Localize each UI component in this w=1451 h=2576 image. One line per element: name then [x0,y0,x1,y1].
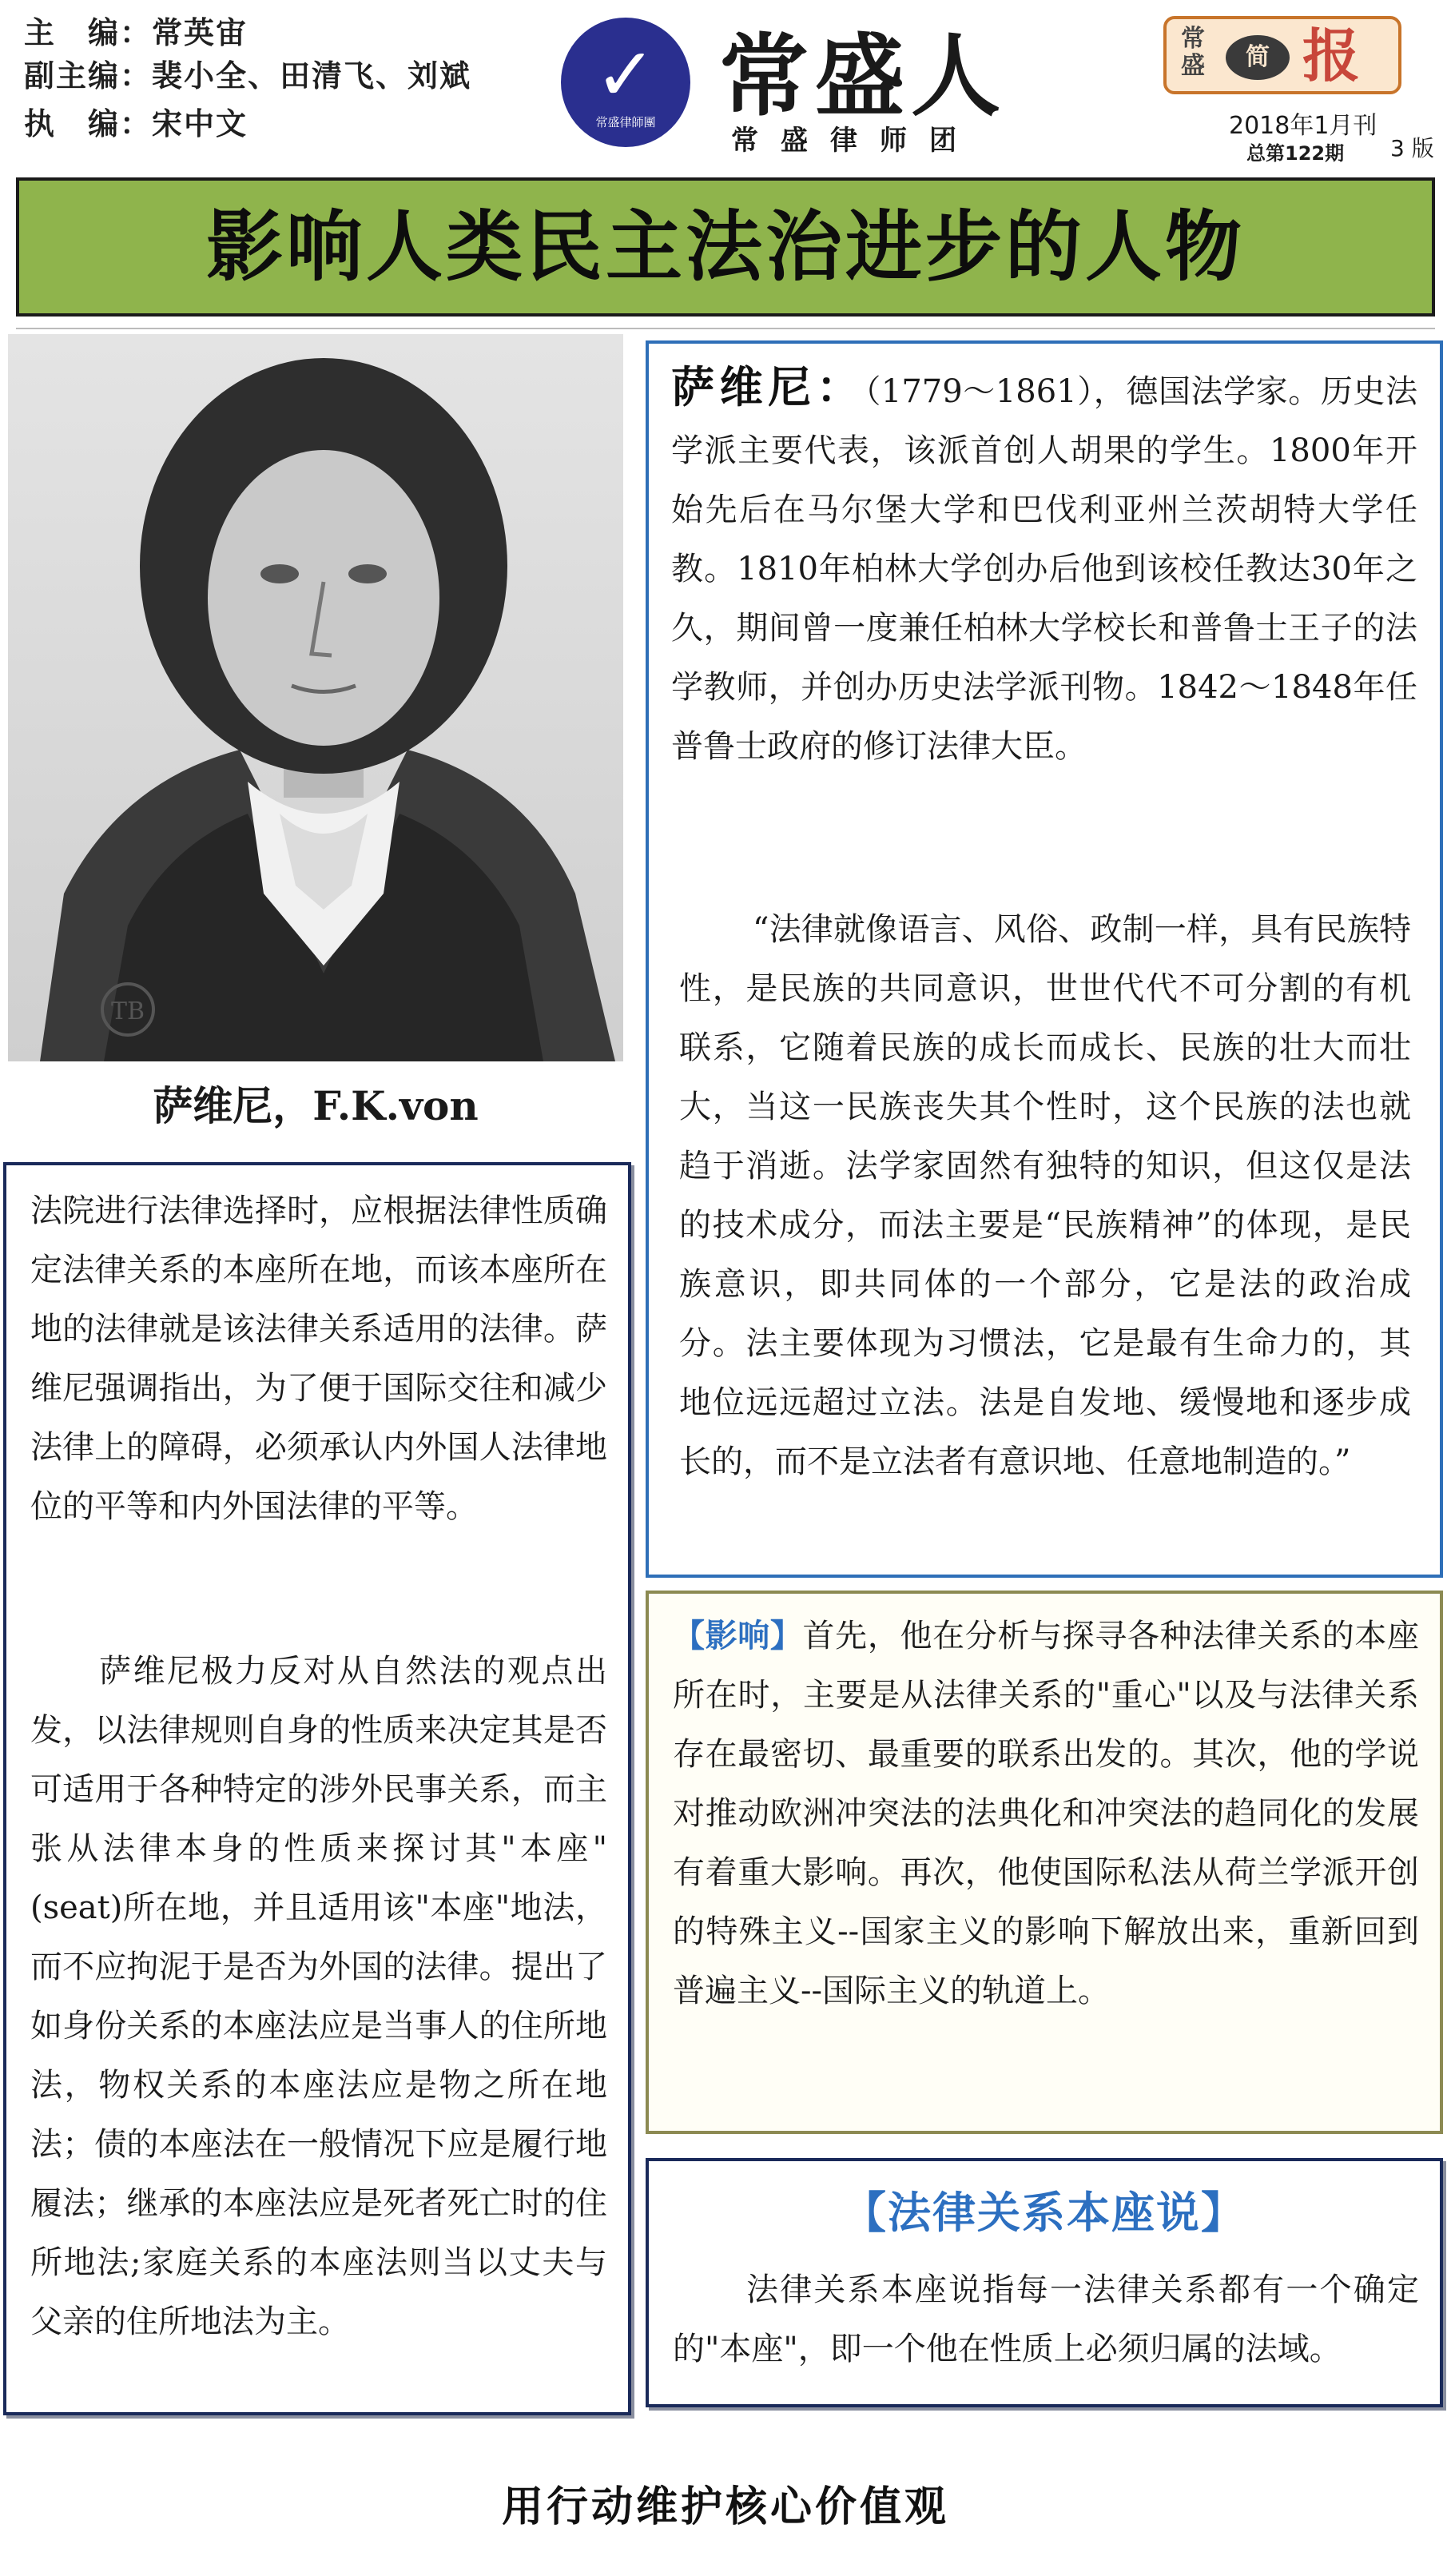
portrait-image [8,334,623,1061]
issue-number: 总第122期 [1246,142,1345,165]
chief-editor: 主 编：常英宙 [24,14,248,50]
seat-theory-text: 法律关系本座说指每一法律关系都有一个确定的"本座"，即一个他在性质上必须归属的法域。 [673,2271,1419,2367]
page-title: 影响人类民主法治进步的人物 [206,201,1245,292]
brand-name: 常盛人 [719,25,1007,129]
person-name: 萨维尼： [671,362,865,412]
title-banner [16,177,1435,317]
issue-date: 2018年1月刊 [1229,112,1377,140]
logo-small-text: 常盛律師團 [595,115,656,129]
left-paragraph-1: 法院进行法律选择时，应根据法律性质确定法律关系的本座所在地，而该本座所在地的法律就是该法律关系适用的法律。萨维尼强调指出，为了便于国际交往和减少法律上的障碍，必须承认内外国人法律地位的平等和内外国法律的平等。 [30,1192,607,1525]
deputy-editors: 副主编：裴小全、田清飞、刘斌 [24,58,472,94]
badge-left-text: 常盛 [1181,25,1205,80]
influence-paragraph [673,1607,1419,2021]
newspaper-badge [1163,16,1401,94]
biography-intro [671,358,1417,776]
seat-theory-box [646,2158,1443,2407]
divider [16,328,1435,329]
executive-editor: 执 编：宋中文 [24,106,248,141]
page-number: 3 版 [1390,135,1434,161]
left-article-box [3,1162,631,2415]
badge-right-text: 报 [1302,22,1361,90]
brand-subtitle: 常盛律师团 [731,125,979,157]
law-firm-logo [561,18,690,147]
left-paragraph-2: 萨维尼极力反对从自然法的观点出发，以法律规则自身的性质来决定其是否可适用于各种特定的涉外民事关系，而主张从法律本身的性质来探讨其"本座"(seat)所在地，并且适用该"本座"地法，而不应拘泥于是否为外国的法律。提出了如身份关系的本座法应是当事人的住所地法，物权关系的本座法应是物之所在地法；债的本座法在一般情况下应是履行地履法；继承的本座法应是死者死亡时的住所地法;家庭关系的本座法则当以丈夫与父亲的住所地法为主。 [30,1653,607,2340]
influence-box [646,1591,1443,2134]
svg-text:TB: TB [110,997,145,1025]
influence-tag: 【影响】 [673,1618,803,1654]
influence-text: 首先，他在分析与探寻各种法律关系的本座所在时，主要是从法律关系的"重心"以及与法律关系存在最密切、最重要的联系出发的。其次，他的学说对推动欧洲冲突法的法典化和冲突法的趋同化的发展有着重大影响。再次，他使国际私法从荷兰学派开创的特殊主义--国家主义的影响下解放出来，重新回到普遍主义--国际主义的轨道上。 [673,1618,1420,2009]
seat-theory-title: 【法律关系本座说】 [843,2188,1246,2238]
biography-box [646,340,1443,1578]
biography-text: （1779～1861），德国法学家。历史法学派主要代表，该派首创人胡果的学生。1800年开始先后在马尔堡大学和巴伐利亚州兰茨胡特大学任教。1810年柏林大学创办后他到该校任教达30年之久，期间曾一度兼任柏林大学校长和普鲁士王子的法学教师，并创办历史法学派刊物。1842～1848年任普鲁士政府的修订法律大臣。 [671,373,1417,765]
checkmark-logo-icon: ✓ [594,32,657,117]
portrait-caption: 萨维尼，F.K.von [153,1082,479,1129]
footer-slogan: 用行动维护核心价值观 [501,2483,949,2531]
badge-middle-text: 简 [1226,35,1290,80]
savigny-quote: “法律就像语言、风俗、政制一样，具有民族特性，是民族的共同意识，世世代代不可分割的有机联系，它随着民族的成长而成长、民族的壮大而壮大，当这一民族丧失其个性时，这个民族的法也就趋于消逝。法学家固然有独特的知识，但这仅是法的技术成分，而法主要是“民族精神”的体现，是民族意识，即共同体的一个部分，它是法的政治成分。法主要体现为习惯法，它是最有生命力的，其地位远远超过立法。法是自发地、缓慢地和逐步成长的，而不是立法者有意识地、任意地制造的。” [679,911,1411,1480]
